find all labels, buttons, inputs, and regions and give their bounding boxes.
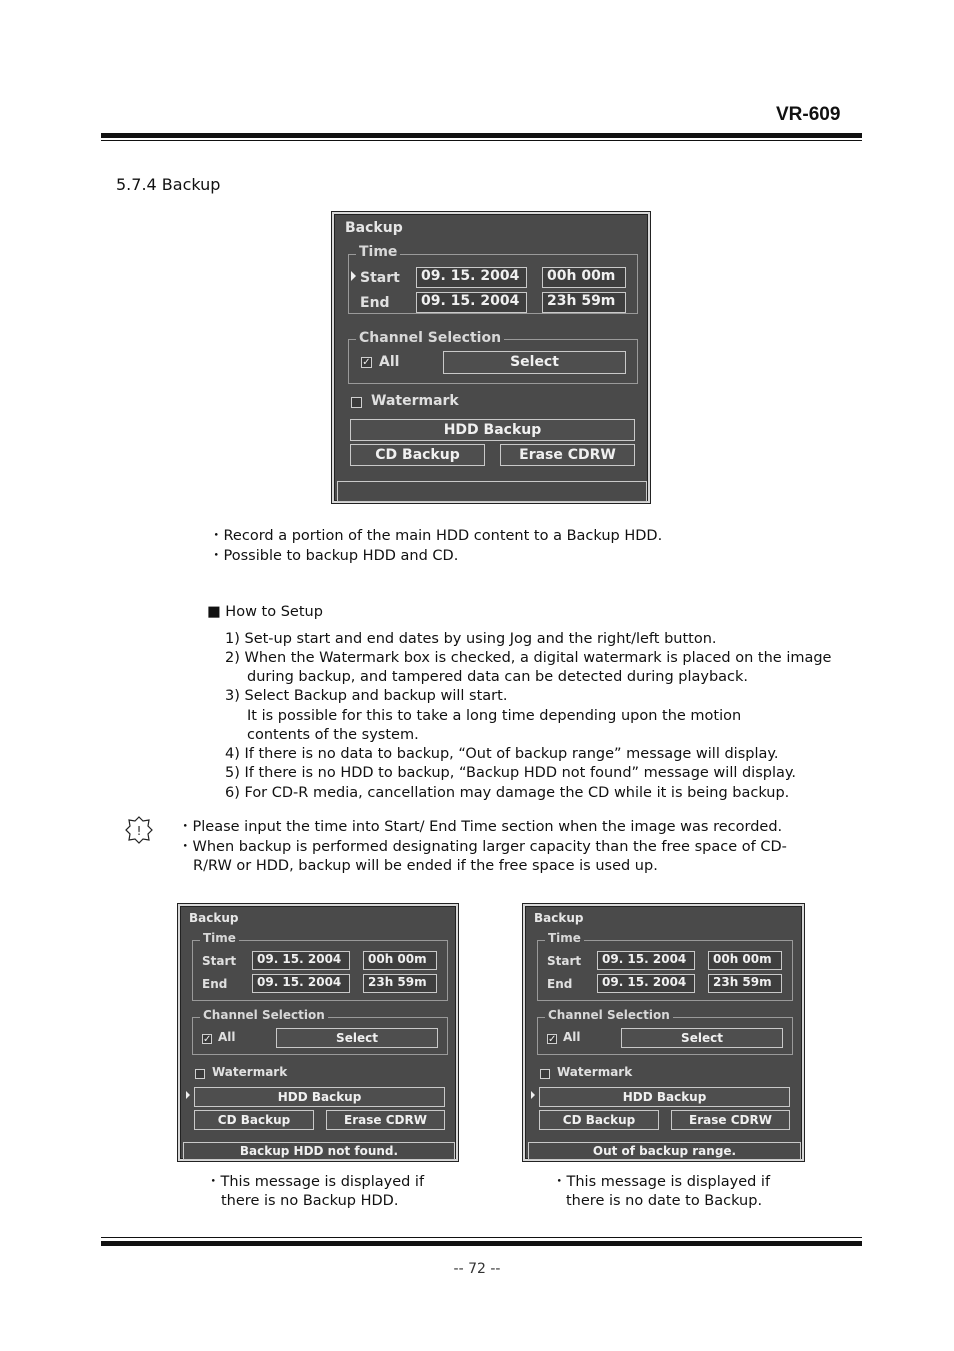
model-name: VR-609	[776, 104, 841, 125]
start-label: Start	[360, 270, 400, 286]
caution-icon	[125, 816, 153, 844]
time-legend: Time	[545, 931, 584, 945]
caution-line-1: ・Please input the time into Start/ End Time section when the image was recorded.	[178, 819, 783, 835]
step-6: 6) For CD-R media, cancellation may damage the CD while it is being backup.	[225, 785, 790, 801]
page-number: -- 72 --	[453, 1261, 501, 1277]
step-4: 4) If there is no data to backup, “Out of backup range” message will display.	[225, 746, 779, 762]
status-bar	[337, 481, 647, 502]
caution-line-2: ・When backup is performed designating larger capacity than the free space of CD-	[178, 839, 787, 855]
select-button[interactable]: Select	[621, 1028, 783, 1048]
end-label: End	[547, 977, 573, 991]
step-2: 2) When the Watermark box is checked, a digital watermark is placed on the image	[225, 650, 832, 666]
watermark-checkbox[interactable]	[351, 397, 362, 408]
all-label: All	[218, 1030, 236, 1044]
hdd-backup-button[interactable]: HDD Backup	[350, 419, 635, 441]
header-rule	[101, 133, 862, 138]
end-label: End	[202, 977, 228, 991]
watermark-label: Watermark	[212, 1065, 288, 1079]
end-time-field[interactable]: 23h 59m	[363, 974, 437, 993]
backup-menu-main	[331, 211, 651, 504]
start-label: Start	[547, 954, 582, 968]
hdd-backup-button[interactable]: HDD Backup	[539, 1087, 790, 1107]
start-date-field[interactable]: 09. 15. 2004	[597, 951, 695, 970]
time-legend: Time	[356, 244, 400, 260]
caution-icon-mark: !	[136, 824, 142, 838]
time-legend: Time	[200, 931, 239, 945]
channel-legend: Channel Selection	[200, 1008, 328, 1022]
hdd-backup-button[interactable]: HDD Backup	[194, 1087, 445, 1107]
selection-arrow-icon	[186, 1091, 190, 1099]
menu-title: Backup	[534, 911, 584, 925]
step-2-cont: during backup, and tampered data can be detected during playback.	[247, 669, 749, 685]
end-date-field[interactable]: 09. 15. 2004	[416, 292, 527, 313]
step-3-cont-1: It is possible for this to take a long time depending upon the motion	[247, 708, 742, 724]
start-label: Start	[202, 954, 237, 968]
cd-backup-button[interactable]: CD Backup	[350, 444, 485, 466]
step-3: 3) Select Backup and backup will start.	[225, 688, 508, 704]
all-checkbox[interactable]: ✓	[548, 1034, 557, 1045]
start-time-field[interactable]: 00h 00m	[542, 267, 626, 288]
bullet-2: ・Possible to backup HDD and CD.	[209, 548, 459, 564]
end-label: End	[360, 295, 390, 311]
backup-menu-hdd-not-found	[177, 903, 459, 1162]
caption-right-line-2: there is no date to Backup.	[566, 1193, 763, 1209]
start-date-field[interactable]: 09. 15. 2004	[252, 951, 350, 970]
start-time-field[interactable]: 00h 00m	[708, 951, 782, 970]
start-time-field[interactable]: 00h 00m	[363, 951, 437, 970]
channel-legend: Channel Selection	[545, 1008, 673, 1022]
caution-line-3: R/RW or HDD, backup will be ended if the free space is used up.	[193, 858, 658, 874]
selection-arrow-icon	[351, 271, 356, 281]
menu-title: Backup	[189, 911, 239, 925]
erase-cdrw-button[interactable]: Erase CDRW	[326, 1110, 445, 1130]
bullet-1: ・Record a portion of the main HDD content to a Backup HDD.	[209, 528, 663, 544]
caption-right-line-1: ・This message is displayed if	[552, 1174, 771, 1190]
all-checkbox[interactable]: ✓	[203, 1034, 212, 1045]
start-date-field[interactable]: 09. 15. 2004	[416, 267, 527, 288]
selection-arrow-icon	[531, 1091, 535, 1099]
select-button[interactable]: Select	[276, 1028, 438, 1048]
cd-backup-button[interactable]: CD Backup	[194, 1110, 314, 1130]
end-time-field[interactable]: 23h 59m	[542, 292, 626, 313]
status-bar: Backup HDD not found.	[183, 1142, 455, 1160]
footer-rule	[101, 1241, 862, 1246]
backup-menu-out-of-range	[522, 903, 805, 1162]
all-label: All	[379, 354, 400, 370]
channel-legend: Channel Selection	[356, 330, 504, 346]
section-title: 5.7.4 Backup	[116, 175, 221, 194]
end-date-field[interactable]: 09. 15. 2004	[597, 974, 695, 993]
header-rule-thin	[101, 140, 862, 141]
status-bar: Out of backup range.	[528, 1142, 801, 1160]
footer-rule-thin	[101, 1237, 862, 1238]
end-date-field[interactable]: 09. 15. 2004	[252, 974, 350, 993]
all-label: All	[563, 1030, 581, 1044]
watermark-checkbox[interactable]	[195, 1069, 205, 1079]
caption-left-line-2: there is no Backup HDD.	[221, 1193, 399, 1209]
step-5: 5) If there is no HDD to backup, “Backup HDD not found” message will display.	[225, 765, 797, 781]
erase-cdrw-button[interactable]: Erase CDRW	[671, 1110, 790, 1130]
step-1: 1) Set-up start and end dates by using Jog and the right/left button.	[225, 631, 717, 647]
end-time-field[interactable]: 23h 59m	[708, 974, 782, 993]
menu-title: Backup	[345, 220, 403, 236]
cd-backup-button[interactable]: CD Backup	[539, 1110, 659, 1130]
step-3-cont-2: contents of the system.	[247, 727, 419, 743]
erase-cdrw-button[interactable]: Erase CDRW	[500, 444, 635, 466]
watermark-label: Watermark	[557, 1065, 633, 1079]
watermark-checkbox[interactable]	[540, 1069, 550, 1079]
select-button[interactable]: Select	[443, 351, 626, 374]
watermark-label: Watermark	[371, 393, 459, 409]
all-checkbox[interactable]: ✓	[362, 357, 371, 368]
how-to-heading: ■ How to Setup	[207, 604, 323, 620]
caption-left-line-1: ・This message is displayed if	[206, 1174, 425, 1190]
